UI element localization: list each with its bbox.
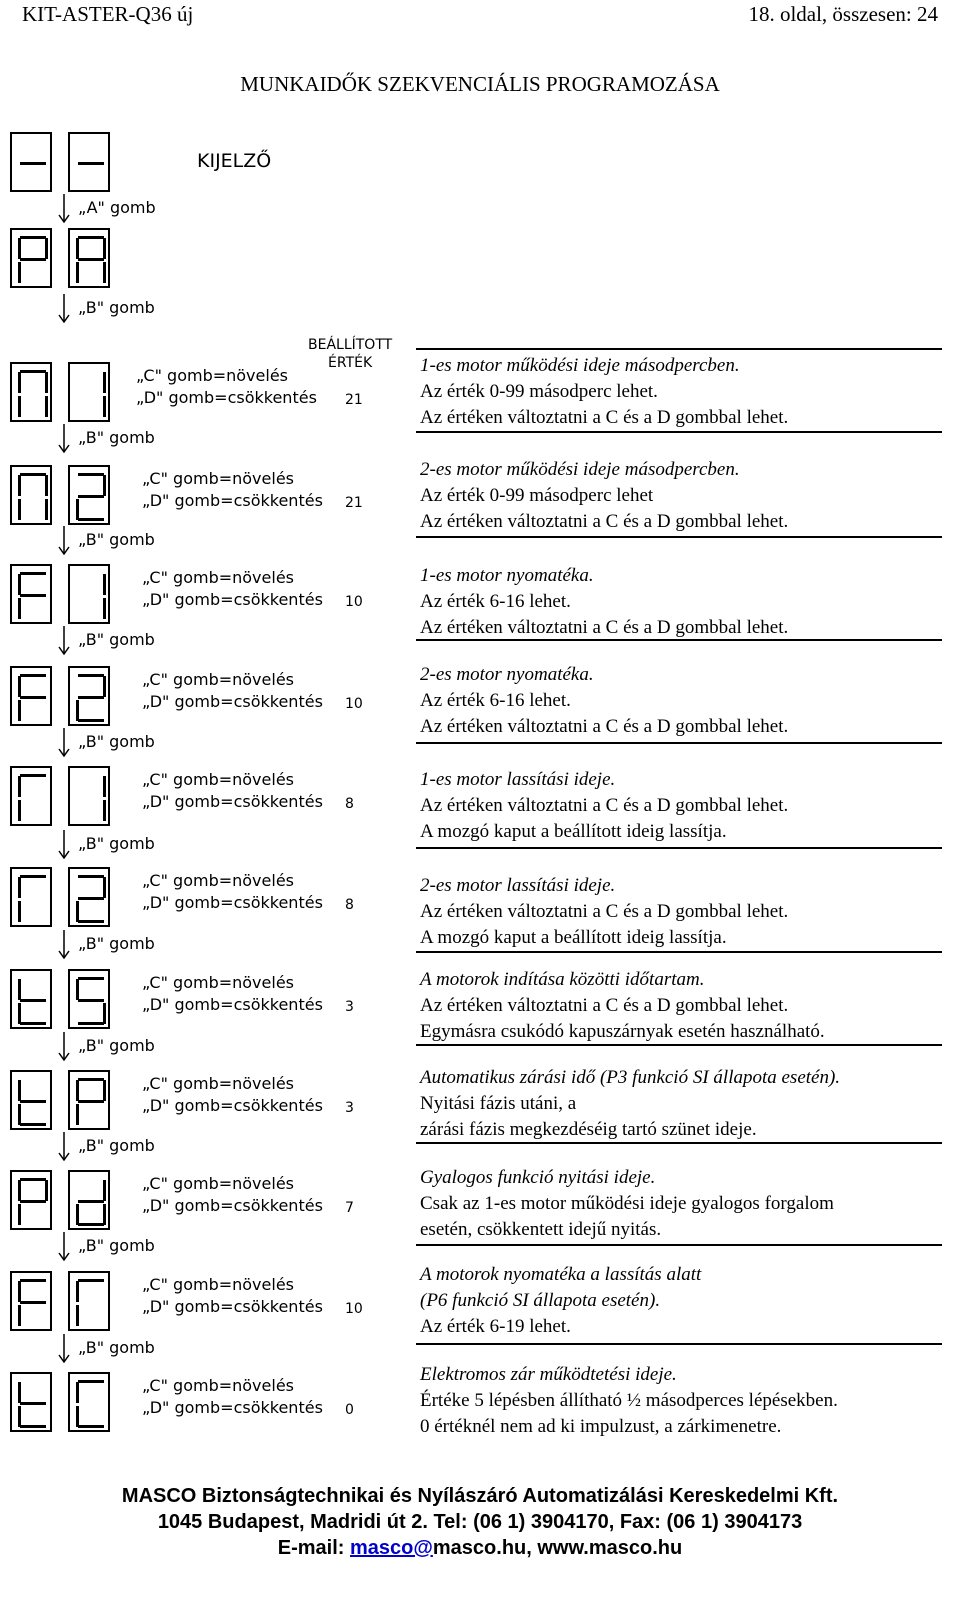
c-button-increase-label: „C" gomb=növelés xyxy=(142,973,294,992)
b-button-label: „B" gomb xyxy=(78,1236,155,1255)
description-line: 1-es motor működési ideje másodpercben. xyxy=(420,355,740,376)
footer-email-link[interactable]: masco@ xyxy=(350,1537,433,1559)
seven-segment-digit xyxy=(68,228,110,288)
parameter-description xyxy=(420,1362,942,1440)
set-value: 7 xyxy=(345,1200,354,1216)
c-button-increase-label: „C" gomb=növelés xyxy=(142,1376,294,1395)
description-line: Az értéken változtatni a C és a D gombbal lehet. xyxy=(420,716,789,737)
b-button-label: „B" gomb xyxy=(78,834,155,853)
footer-email-prefix: E-mail: xyxy=(277,1537,351,1559)
kijelzo-label: KIJELZŐ xyxy=(197,150,272,172)
b-button-label: „B" gomb xyxy=(78,1036,155,1055)
seven-segment-digit xyxy=(68,1372,110,1432)
description-line: Az értéken változtatni a C és a D gombbal lehet. xyxy=(420,617,789,638)
description-line: Gyalogos funkció nyitási ideje. xyxy=(420,1167,656,1188)
footer-contact xyxy=(0,1535,960,1561)
c-button-increase-label: „C" gomb=növelés xyxy=(142,568,294,587)
description-line: Az érték 0-99 másodperc lehet. xyxy=(420,381,658,402)
down-arrow-icon xyxy=(58,1032,70,1062)
down-arrow-icon xyxy=(58,1334,70,1364)
b-button-label: „B" gomb xyxy=(78,428,155,447)
set-value: 8 xyxy=(345,796,354,812)
description-line: Egymásra csukódó kapuszárnyak esetén használható. xyxy=(420,1021,825,1042)
seven-segment-digit xyxy=(68,465,110,525)
header-left: KIT-ASTER-Q36 új xyxy=(22,2,194,26)
d-button-decrease-label: „D" gomb=csökkentés xyxy=(142,1196,323,1215)
description-line: 2-es motor működési ideje másodpercben. xyxy=(420,459,740,480)
d-button-decrease-label: „D" gomb=csökkentés xyxy=(142,1297,323,1316)
description-line: Az értéken változtatni a C és a D gombbal lehet. xyxy=(420,511,789,532)
d-button-decrease-label: „D" gomb=csökkentés xyxy=(136,388,317,407)
parameter-description xyxy=(420,1262,942,1340)
display-diagram xyxy=(2,124,406,1468)
parameter-description xyxy=(420,967,942,1045)
seven-segment-digit xyxy=(68,666,110,726)
down-arrow-icon xyxy=(58,526,70,556)
seven-segment-digit xyxy=(10,666,52,726)
description-line: Csak az 1-es motor működési ideje gyalogos forgalom xyxy=(420,1193,834,1214)
seven-segment-digit xyxy=(10,766,52,826)
down-arrow-icon xyxy=(58,1132,70,1162)
description-line: Az értéken változtatni a C és a D gombbal lehet. xyxy=(420,901,789,922)
separator-line xyxy=(416,742,942,744)
description-line: 1-es motor nyomatéka. xyxy=(420,565,594,586)
footer-web: masco.hu, www.masco.hu xyxy=(432,1537,683,1559)
description-line: Az érték 6-16 lehet. xyxy=(420,591,571,612)
page-title: MUNKAIDŐK SZEKVENCIÁLIS PROGRAMOZÁSA xyxy=(240,72,720,96)
description-line: 1-es motor lassítási ideje. xyxy=(420,769,616,790)
seven-segment-digit xyxy=(10,1070,52,1130)
parameter-description xyxy=(420,353,942,431)
seven-segment-digit xyxy=(10,1372,52,1432)
b-button-label: „B" gomb xyxy=(78,1136,155,1155)
a-button-label: „A" gomb xyxy=(78,198,156,217)
footer xyxy=(0,1483,960,1561)
c-button-increase-label: „C" gomb=növelés xyxy=(142,871,294,890)
b-button-label: „B" gomb xyxy=(78,934,155,953)
c-button-increase-label: „C" gomb=növelés xyxy=(142,670,294,689)
d-button-decrease-label: „D" gomb=csökkentés xyxy=(142,1096,323,1115)
c-button-increase-label: „C" gomb=növelés xyxy=(142,469,294,488)
seven-segment-digit xyxy=(10,132,52,192)
seven-segment-digit xyxy=(68,1070,110,1130)
separator-line xyxy=(416,348,942,350)
seven-segment-digit xyxy=(10,362,52,422)
c-button-increase-label: „C" gomb=növelés xyxy=(136,366,288,385)
separator-line xyxy=(416,639,942,641)
footer-company: MASCO Biztonságtechnikai és Nyílászáró Automatizálási Kereskedelmi Kft. xyxy=(121,1485,839,1507)
seven-segment-digit xyxy=(68,1271,110,1331)
separator-line xyxy=(416,1044,942,1046)
c-button-increase-label: „C" gomb=növelés xyxy=(142,1074,294,1093)
description-line: A motorok indítása közötti időtartam. xyxy=(420,969,705,990)
seven-segment-digit xyxy=(10,465,52,525)
set-value: 10 xyxy=(345,594,363,610)
seven-segment-digit xyxy=(68,1170,110,1230)
d-button-decrease-label: „D" gomb=csökkentés xyxy=(142,590,323,609)
seven-segment-digit xyxy=(68,132,110,192)
b-button-label: „B" gomb xyxy=(78,298,155,317)
separator-line xyxy=(416,536,942,538)
description-line: zárási fázis megkezdéséig tartó szünet ideje. xyxy=(420,1119,757,1140)
c-button-increase-label: „C" gomb=növelés xyxy=(142,1174,294,1193)
parameter-description xyxy=(420,563,942,641)
c-button-increase-label: „C" gomb=növelés xyxy=(142,1275,294,1294)
description-line: Elektromos zár működtetési ideje. xyxy=(420,1364,677,1385)
description-line: Az érték 0-99 másodperc lehet xyxy=(420,485,654,506)
separator-line xyxy=(416,431,942,433)
separator-line xyxy=(416,1142,942,1144)
separator-line xyxy=(416,951,942,953)
b-button-label: „B" gomb xyxy=(78,630,155,649)
seven-segment-digit xyxy=(68,362,110,422)
seven-segment-digit xyxy=(68,867,110,927)
description-line: Az érték 6-16 lehet. xyxy=(420,690,571,711)
d-button-decrease-label: „D" gomb=csökkentés xyxy=(142,1398,323,1417)
set-value-header xyxy=(308,336,392,372)
separator-line xyxy=(416,1244,942,1246)
description-line: A mozgó kaput a beállított ideig lassítja. xyxy=(420,927,727,948)
set-value: 3 xyxy=(345,999,354,1015)
set-value: 21 xyxy=(345,392,363,408)
d-button-decrease-label: „D" gomb=csökkentés xyxy=(142,692,323,711)
d-button-decrease-label: „D" gomb=csökkentés xyxy=(142,491,323,510)
d-button-decrease-label: „D" gomb=csökkentés xyxy=(142,893,323,912)
down-arrow-icon xyxy=(58,728,70,758)
c-button-increase-label: „C" gomb=növelés xyxy=(142,770,294,789)
parameter-description xyxy=(420,767,942,845)
description-line: (P6 funkció SI állapota esetén). xyxy=(420,1290,661,1311)
parameter-description xyxy=(420,457,942,535)
description-line: Az érték 6-19 lehet. xyxy=(420,1316,571,1337)
separator-line xyxy=(416,847,942,849)
down-arrow-icon xyxy=(58,626,70,656)
down-arrow-icon xyxy=(58,424,70,454)
seven-segment-digit xyxy=(10,969,52,1029)
b-button-label: „B" gomb xyxy=(78,732,155,751)
description-line: Nyitási fázis utáni, a xyxy=(420,1093,577,1114)
d-button-decrease-label: „D" gomb=csökkentés xyxy=(142,792,323,811)
footer-address: 1045 Budapest, Madridi út 2. Tel: (06 1) 3904170, Fax: (06 1) 3904173 xyxy=(157,1511,803,1533)
description-line: A motorok nyomatéka a lassítás alatt xyxy=(420,1264,702,1285)
description-line: Értéke 5 lépésben állítható ½ másodperces lépésekben. xyxy=(420,1390,838,1411)
description-line: Az értéken változtatni a C és a D gombbal lehet. xyxy=(420,995,789,1016)
set-value-header-line2: ÉRTÉK xyxy=(328,355,373,371)
description-line: Az értéken változtatni a C és a D gombbal lehet. xyxy=(420,407,789,428)
set-value-header-line1: BEÁLLÍTOTT xyxy=(308,337,393,353)
seven-segment-digit xyxy=(10,867,52,927)
parameter-description xyxy=(420,662,942,740)
down-arrow-icon xyxy=(58,930,70,960)
description-line: 0 értéknél nem ad ki impulzust, a zárkimenetre. xyxy=(420,1416,782,1437)
d-button-decrease-label: „D" gomb=csökkentés xyxy=(142,995,323,1014)
parameter-description xyxy=(420,1065,942,1143)
down-arrow-icon xyxy=(58,830,70,860)
seven-segment-digit xyxy=(68,564,110,624)
b-button-label: „B" gomb xyxy=(78,530,155,549)
description-line: Automatikus zárási idő (P3 funkció SI állapota esetén). xyxy=(420,1067,841,1088)
description-line: Az értéken változtatni a C és a D gombbal lehet. xyxy=(420,795,789,816)
set-value: 8 xyxy=(345,897,354,913)
seven-segment-digit xyxy=(10,228,52,288)
seven-segment-digit xyxy=(10,1170,52,1230)
set-value: 0 xyxy=(345,1402,354,1418)
down-arrow-icon xyxy=(58,1232,70,1262)
down-arrow-icon xyxy=(58,194,70,224)
description-line: A mozgó kaput a beállított ideig lassítja. xyxy=(420,821,727,842)
seven-segment-digit xyxy=(68,969,110,1029)
b-button-label: „B" gomb xyxy=(78,1338,155,1357)
parameter-description xyxy=(420,873,942,951)
description-line: 2-es motor lassítási ideje. xyxy=(420,875,616,896)
set-value: 10 xyxy=(345,1301,363,1317)
parameter-description xyxy=(420,1165,942,1243)
set-value: 3 xyxy=(345,1100,354,1116)
separator-line xyxy=(416,1343,942,1345)
down-arrow-icon xyxy=(58,294,70,324)
description-line: esetén, csökkentett idejű nyitás. xyxy=(420,1219,662,1240)
seven-segment-digit xyxy=(68,766,110,826)
set-value: 10 xyxy=(345,696,363,712)
seven-segment-digit xyxy=(10,564,52,624)
set-value: 21 xyxy=(345,495,363,511)
seven-segment-digit xyxy=(10,1271,52,1331)
header-page-number: 18. oldal, összesen: 24 xyxy=(748,2,938,26)
description-line: 2-es motor nyomatéka. xyxy=(420,664,594,685)
